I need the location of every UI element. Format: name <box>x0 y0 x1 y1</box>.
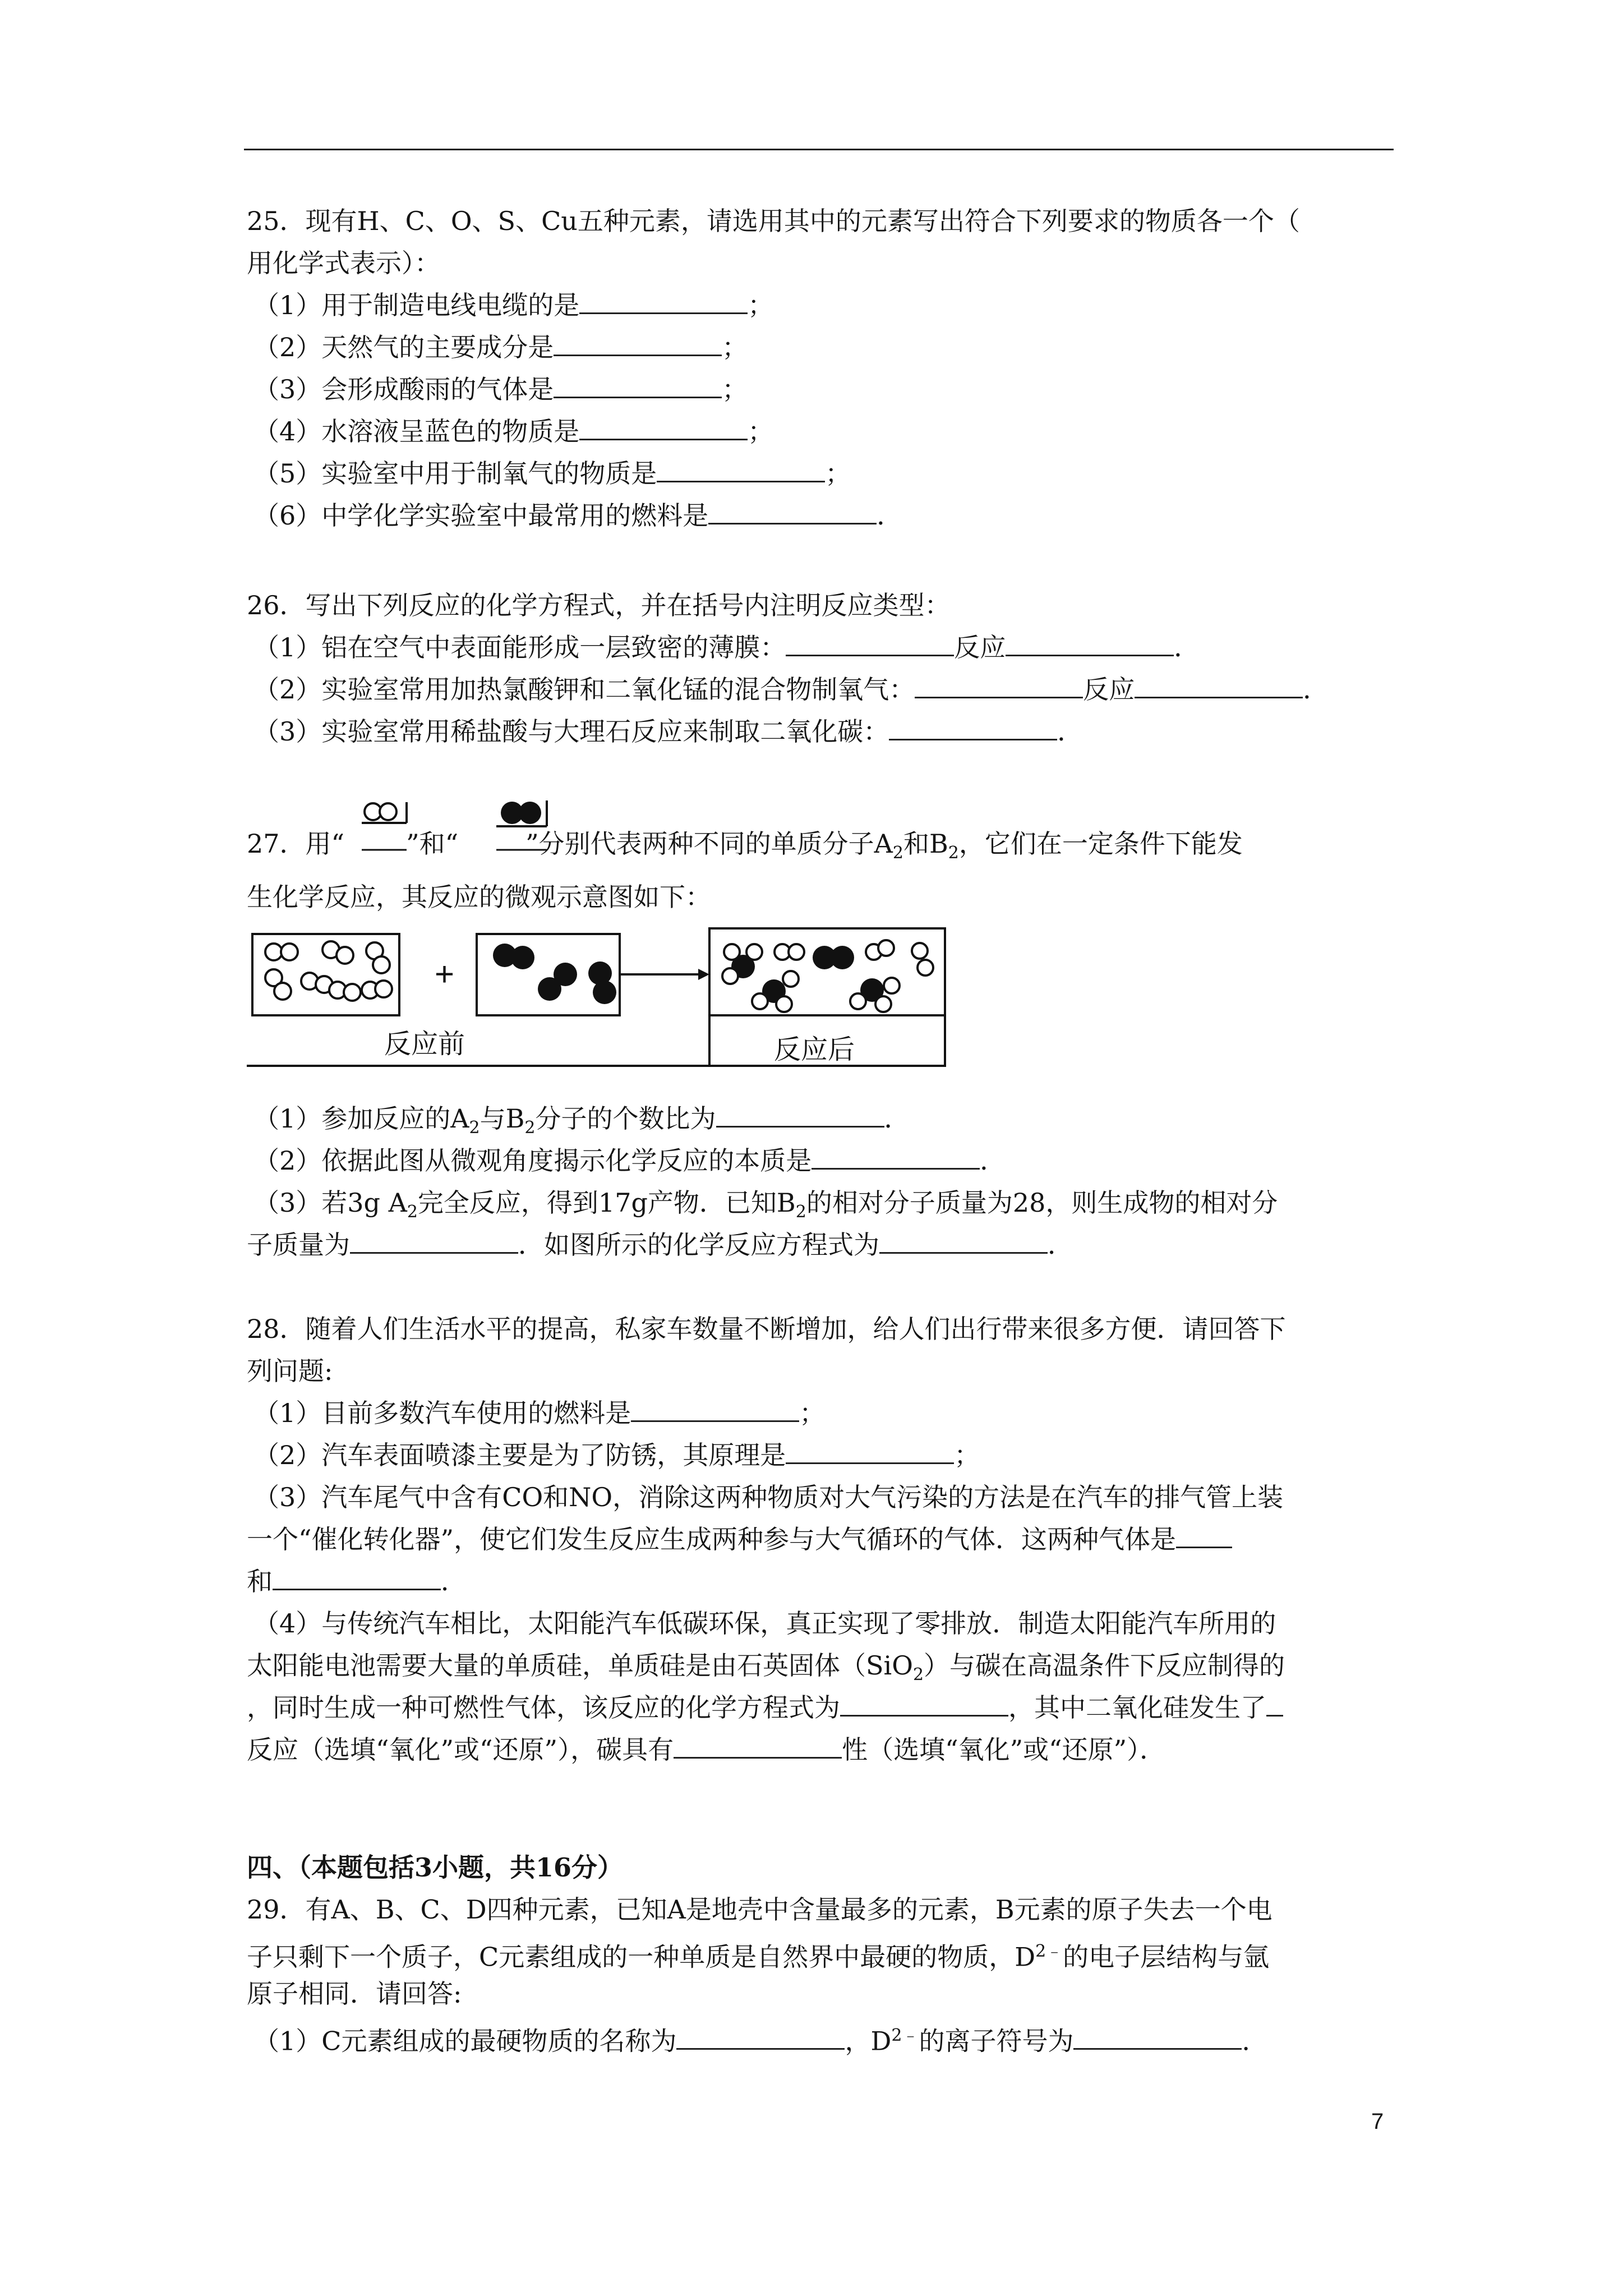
q25-stem-line2: 用化学式表示）： <box>247 248 440 278</box>
q27-item-1: （1）参加反应的$A_2$与$B_2$分子的个数比为 ． <box>253 1103 910 1138</box>
q25-item-3-text: （3）会形成酸雨的气体是 <box>253 374 554 404</box>
answer-blank[interactable] <box>1266 1692 1283 1717</box>
answer-blank[interactable] <box>657 458 825 482</box>
molecule-a2-icon <box>359 794 415 855</box>
answer-blank[interactable] <box>273 1566 441 1590</box>
q25-stem-line1: 25．现有H、C、O、S、Cu五种元素，请选用其中的元素写出符合下列要求的物质各一个（ <box>247 206 1300 236</box>
molecule-b2-icon <box>491 794 558 855</box>
q26-item-3: （3）实验室常用稀盐酸与大理石反应来制取二氧化碳： ． <box>253 716 1083 747</box>
answer-blank[interactable] <box>579 290 748 314</box>
q25-item-4-text: （4）水溶液呈蓝色的物质是 <box>253 416 580 447</box>
q27-item-2: （2）依据此图从微观角度揭示化学反应的本质是 ． <box>253 1145 1006 1176</box>
q28-item-4-line3: ，同时生成一种可燃性气体，该反应的化学方程式为 ，其中二氧化硅发生了 <box>247 1691 1283 1724</box>
answer-blank[interactable] <box>554 374 722 398</box>
q29-item-1: （1）C元素组成的最硬物质的名称为 ，$D^{2﹣}$的离子符号为 ． <box>253 2026 1268 2056</box>
arrow-head <box>698 969 709 980</box>
answer-blank[interactable] <box>674 1734 842 1759</box>
q25-item-1: （1）用于制造电线电缆的是 ； <box>253 290 774 320</box>
label-before: 反应前 <box>384 1029 465 1059</box>
q28-item-3-line3: 和 ． <box>247 1566 467 1596</box>
q25-item-5-text: （5）实验室中用于制氧气的物质是 <box>253 458 657 489</box>
answer-blank[interactable] <box>786 1440 954 1464</box>
answer-blank[interactable] <box>915 674 1083 698</box>
q26-stem: 26．写出下列反应的化学方程式，并在括号内注明反应类型： <box>247 590 951 620</box>
answer-blank[interactable] <box>840 1692 1008 1717</box>
plus-sign: + <box>435 955 455 993</box>
q28-item-2: （2）汽车表面喷漆主要是为了防锈，其原理是 ； <box>253 1440 980 1470</box>
q25-item-6-text: （6）中学化学实验室中最常用的燃料是 <box>253 500 709 531</box>
q28-item-3-line2: 一个“催化转化器”，使它们发生反应生成两种参与大气循环的气体．这两种气体是 <box>247 1523 1232 1556</box>
q29-stem-line1: 29．有A、B、C、D四种元素，已知A是地壳中含量最多的元素，B元素的原子失去一个电 <box>247 1894 1272 1925</box>
answer-blank[interactable] <box>1135 674 1303 698</box>
page-number: 7 <box>1371 2109 1384 2134</box>
answer-blank[interactable] <box>889 716 1057 740</box>
q28-item-1: （1）目前多数汽车使用的燃料是 ； <box>253 1398 826 1428</box>
q25-item-4: （4）水溶液呈蓝色的物质是 ； <box>253 416 774 447</box>
q27-item-3: （3）若3g $A_2$完全反应，得到17g产物．已知$B_2$的相对分子质量为28，则生成物的相对分 <box>253 1188 1278 1222</box>
q28-item-4-line4: 反应（选填“氧化”或“还原”），碳具有 性（选填“氧化”或“还原”）． <box>247 1734 1166 1765</box>
answer-blank[interactable] <box>676 2026 845 2050</box>
answer-blank[interactable] <box>1006 632 1174 656</box>
answer-blank[interactable] <box>579 416 748 440</box>
q25-item-6: （6）中学化学实验室中最常用的燃料是 ． <box>253 500 903 531</box>
answer-blank[interactable] <box>350 1230 518 1254</box>
label-after: 反应后 <box>774 1035 855 1065</box>
q27-stem-line1: 27．用“ ”和“ ”分别代表两种不同的单质分子$A_2$和$B_2$，它们在一定条件下能发 <box>247 829 1243 863</box>
q25-item-2-text: （2）天然气的主要成分是 <box>253 332 554 362</box>
q25-item-1-text: （1）用于制造电线电缆的是 <box>253 290 580 320</box>
q28-stem-line2: 列问题: <box>247 1356 333 1386</box>
q26-item-2: （2）实验室常用加热氯酸钾和二氧化锰的混合物制氧气： 反应 ． <box>253 674 1329 705</box>
answer-blank[interactable] <box>716 1103 884 1128</box>
q27-item-3-cont: 子质量为 ．如图所示的化学反应方程式为 ． <box>247 1230 1073 1260</box>
q29-stem-line3: 原子相同．请回答: <box>247 1978 462 2009</box>
q25-item-2: （2）天然气的主要成分是 ； <box>253 332 748 362</box>
q29-stem-line2: 子只剩下一个质子，C元素组成的一种单质是自然界中最硬的物质，$D^{2﹣}$的电子层结构与氩 <box>247 1941 1270 1972</box>
q28-item-4-line2: 太阳能电池需要大量的单质硅，单质硅是由石英固体（SiO$_2$）与碳在高温条件下反应制得的 <box>247 1650 1285 1685</box>
q25-item-5: （5）实验室中用于制氧气的物质是 ； <box>253 458 851 489</box>
answer-blank[interactable] <box>1073 2026 1242 2050</box>
answer-blank[interactable] <box>1176 1524 1232 1548</box>
q26-item-1: （1）铝在空气中表面能形成一层致密的薄膜： 反应 ． <box>253 632 1200 662</box>
answer-blank[interactable] <box>879 1230 1048 1254</box>
answer-blank[interactable] <box>811 1145 980 1170</box>
answer-blank[interactable] <box>554 332 722 356</box>
q28-item-4: （4）与传统汽车相比，太阳能汽车低碳环保，真正实现了零排放．制造太阳能汽车所用的 <box>253 1608 1276 1639</box>
reaction-micro-diagram <box>247 923 948 1069</box>
q28-stem-line1: 28．随着人们生活水平的提高，私家车数量不断增加，给人们出行带来很多方便．请回答下 <box>247 1314 1286 1344</box>
answer-blank[interactable] <box>786 632 954 656</box>
answer-blank[interactable] <box>631 1398 799 1422</box>
q28-item-3: （3）汽车尾气中含有CO和NO，消除这两种物质对大气污染的方法是在汽车的排气管上装 <box>253 1482 1284 1512</box>
section-4-title: 四、（本题包括3小题，共16分） <box>247 1852 624 1883</box>
q27-stem-line2: 生化学反应，其反应的微观示意图如下： <box>247 882 711 912</box>
q25-item-3: （3）会形成酸雨的气体是 ； <box>253 374 748 404</box>
answer-blank[interactable] <box>708 500 877 524</box>
header-rule <box>244 149 1394 150</box>
